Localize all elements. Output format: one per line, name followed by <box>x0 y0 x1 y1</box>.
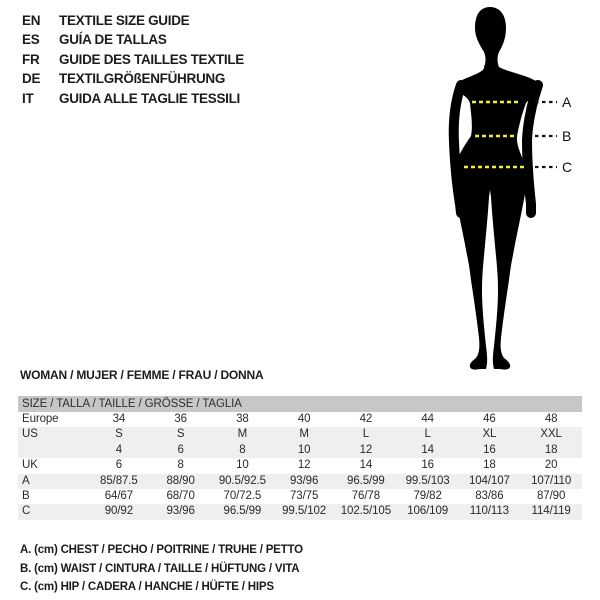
size-cell: 10 <box>297 443 311 456</box>
section-title-woman: WOMAN / MUJER / FEMME / FRAU / DONNA <box>20 368 264 382</box>
body-measurement-diagram <box>400 0 600 380</box>
size-cell: 16 <box>483 443 496 456</box>
size-cell: 90.5/92.5 <box>218 474 266 487</box>
guide-title: GUÍA DE TALLAS <box>59 32 167 48</box>
size-cell: 6 <box>115 459 123 472</box>
size-table-row-us <box>18 427 582 442</box>
size-cell: 42 <box>359 413 373 425</box>
measure-label-waist: B <box>562 128 572 144</box>
size-cell: 106/109 <box>407 505 449 518</box>
size-table-row-b <box>18 489 582 504</box>
size-cell: 4 <box>115 443 123 456</box>
right-arm <box>527 85 538 213</box>
size-cell: 16 <box>421 459 434 472</box>
size-cell: 18 <box>544 443 558 456</box>
size-cell: 88/90 <box>166 474 195 487</box>
size-cell: 40 <box>297 413 311 425</box>
size-cell: 107/110 <box>531 474 572 487</box>
language-title-list <box>22 11 244 108</box>
size-cell: 12 <box>359 443 373 456</box>
size-cell: S <box>176 428 185 441</box>
size-cell: 96.5/99 <box>223 505 262 518</box>
size-table-header: SIZE / TALLA / TAILLE / GRÖSSE / TAGLIA <box>18 396 582 412</box>
legend-line-chest: A. (cm) CHEST / PECHO / POITRINE / TRUHE / PETTO <box>20 544 303 556</box>
size-cell: 85/87.5 <box>100 474 138 487</box>
guide-title: TEXTILE SIZE GUIDE <box>59 13 190 28</box>
size-cell: 68/70 <box>166 489 195 502</box>
left-arm <box>454 85 461 213</box>
row-label: UK <box>22 459 38 472</box>
size-cell: 20 <box>544 459 558 472</box>
size-cell: 102.5/105 <box>340 505 391 518</box>
row-label <box>18 443 88 458</box>
language-row-fr <box>22 50 244 69</box>
size-cell: L <box>424 428 431 441</box>
language-row-de <box>22 69 244 88</box>
row-label: A <box>22 474 30 487</box>
language-row-it <box>22 89 244 108</box>
measurement-legend <box>20 541 303 597</box>
size-cell: XL <box>482 428 497 441</box>
size-cell: 83/86 <box>475 489 504 502</box>
size-cell: 99.5/103 <box>405 474 450 487</box>
measure-label-chest: A <box>562 94 572 110</box>
measure-label-hip: C <box>562 159 573 175</box>
size-table-row-a <box>18 474 582 489</box>
language-row-es <box>22 30 244 49</box>
language-row-en <box>22 11 244 30</box>
row-label: C <box>22 505 31 518</box>
size-cell: 36 <box>174 413 187 425</box>
size-cell: 76/78 <box>351 489 381 502</box>
size-cell: 8 <box>239 443 246 456</box>
size-cell: 114/119 <box>531 505 571 518</box>
size-table-row-europe <box>18 412 582 427</box>
guide-title: GUIDE DES TAILLES TEXTILE <box>59 51 245 67</box>
size-cell: 10 <box>236 459 249 472</box>
size-cell: 110/113 <box>469 505 509 518</box>
size-cell: 104/107 <box>468 474 510 487</box>
row-label: Europe <box>22 413 59 425</box>
size-table-row-c <box>18 504 582 519</box>
size-cell: 93/96 <box>289 474 319 487</box>
size-cell: 44 <box>421 413 434 425</box>
language-code: DE <box>22 71 41 87</box>
size-cell: 93/96 <box>166 505 195 518</box>
size-cell: L <box>362 428 370 441</box>
size-cell: 6 <box>177 443 184 456</box>
size-cell: 14 <box>359 459 373 472</box>
size-cell: S <box>115 428 123 441</box>
size-cell: 73/75 <box>289 489 319 502</box>
legend-line-hip: C. (cm) HIP / CADERA / HANCHE / HÜFTE / HIPS <box>20 581 274 594</box>
language-code: FR <box>22 51 40 67</box>
language-code: IT <box>22 90 34 106</box>
size-cell: 90/92 <box>104 505 134 518</box>
size-cell: M <box>299 428 309 441</box>
size-cell: 99.5/102 <box>282 505 327 518</box>
guide-title: GUIDA ALLE TAGLIE TESSILI <box>59 90 240 106</box>
size-cell: 8 <box>177 459 184 472</box>
legend-line-waist: B. (cm) WAIST / CINTURA / TAILLE / HÜFTUNG / VITA <box>20 562 300 575</box>
size-table-row-uk <box>18 458 582 473</box>
language-code: EN <box>22 13 41 28</box>
woman-silhouette-svg <box>400 0 600 380</box>
size-cell: 70/72.5 <box>223 489 262 502</box>
size-cell: 64/67 <box>104 489 134 502</box>
size-cell: M <box>237 428 248 441</box>
language-code: ES <box>22 32 40 48</box>
guide-title: TEXTILGRÖßENFÜHRUNG <box>59 71 226 87</box>
size-cell: 14 <box>421 443 434 456</box>
size-cell: 48 <box>544 413 558 425</box>
size-cell: 34 <box>112 413 126 425</box>
size-cell: 38 <box>236 413 249 425</box>
size-cell: 12 <box>297 459 311 472</box>
row-label: US <box>22 428 38 441</box>
size-table-rows <box>18 412 582 520</box>
size-cell: 96.5/99 <box>347 474 385 487</box>
size-table <box>18 396 582 520</box>
size-table-row-us-numeric <box>18 443 582 458</box>
size-cell: 79/82 <box>413 489 442 502</box>
size-cell: 46 <box>483 413 496 425</box>
size-cell: XXL <box>540 428 562 441</box>
row-label: B <box>22 489 30 502</box>
size-cell: 18 <box>483 459 496 472</box>
size-cell: 87/90 <box>536 489 566 502</box>
